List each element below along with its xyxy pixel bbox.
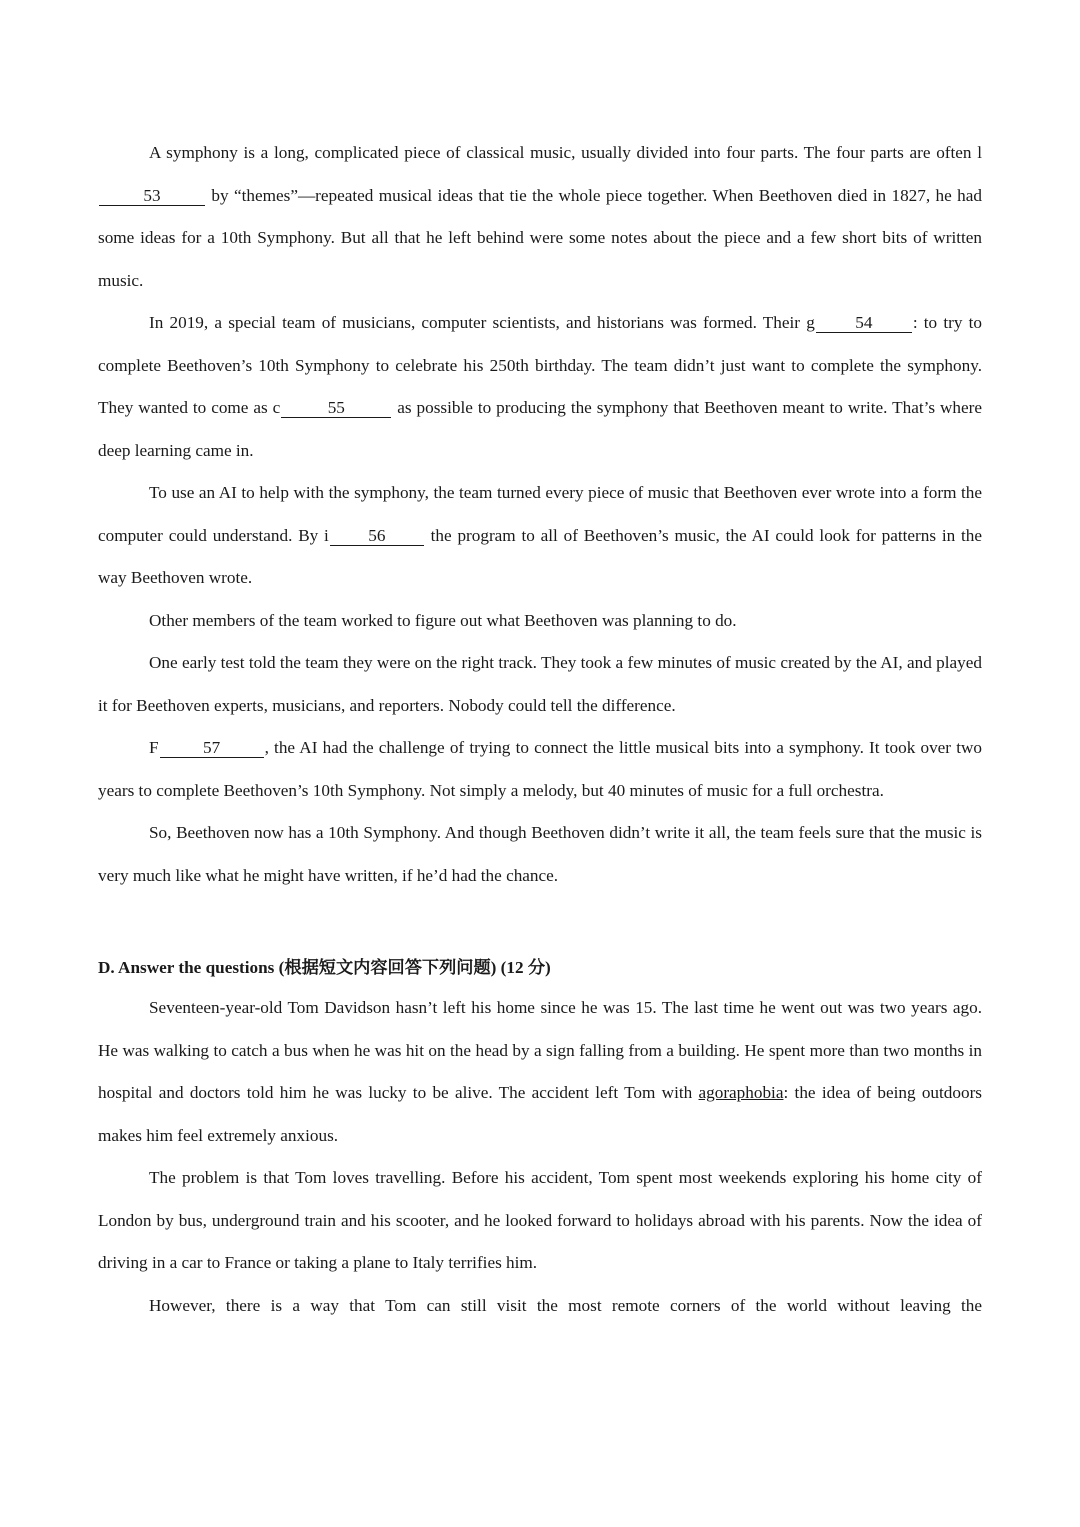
- passage-paragraph: [98, 132, 982, 302]
- answer-blank-55: 55: [281, 399, 391, 418]
- underlined-term: agoraphobia: [698, 1083, 784, 1102]
- answer-blank-57: 57: [160, 739, 264, 758]
- passage-paragraph: [98, 727, 982, 812]
- paragraph-text: : the idea of being outdoors makes him feel extremely anxious.: [98, 1083, 982, 1145]
- paragraph-text: In 2019, a special team of musicians, computer scientists, and historians was formed. Their g: [149, 313, 815, 332]
- passage-paragraph: [98, 987, 982, 1157]
- paragraph-text: by “themes”—repeated musical ideas that tie the whole piece together. When Beethoven died in 1827, he had some ideas for a 10th Symphony. But all that he left behind were some notes about the piece and a few short bits of written music.: [98, 185, 982, 290]
- paragraph-text: A symphony is a long, complicated piece of classical music, usually divided into four parts. The four parts are often l: [149, 143, 982, 162]
- section-heading: D. Answer the questions (根据短文内容回答下列问题) (12 分): [98, 958, 551, 977]
- paragraph-text: as possible to producing the symphony that Beethoven meant to write. That’s where deep learning came in.: [98, 398, 983, 460]
- answer-blank-54: 54: [816, 314, 912, 333]
- paragraph-text: Seventeen-year-old Tom Davidson hasn’t left his home since he was 15. The last time he went out was two years ago. He was walking to catch a bus when he was hit on the head by a sign falling from a building. He spent more than two months in hospital and doctors told him he was lucky to be alive. The accident left Tom with: [98, 998, 982, 1102]
- passage-paragraph: However, there is a way that Tom can still visit the most remote corners of the world without leaving the: [149, 1295, 982, 1315]
- passage-paragraph: [98, 472, 982, 600]
- paragraph-text: , the AI had the challenge of trying to connect the little musical bits into a symphony. It took over two years to complete Beethoven’s 10th Symphony. Not simply a melody, but 40 minutes of music for a full orchestra.: [98, 738, 982, 800]
- passage-paragraph: [98, 302, 982, 472]
- passage-paragraph: One early test told the team they were on the right track. They took a few minutes of music created by the AI, and played it for Beethoven experts, musicians, and reporters. Nobody could tell the difference.: [98, 653, 982, 715]
- passage-paragraph: So, Beethoven now has a 10th Symphony. And though Beethoven didn’t write it all, the team feels sure that the music is very much like what he might have written, if he’d had the chance.: [98, 823, 982, 885]
- passage-paragraph: Other members of the team worked to figure out what Beethoven was planning to do.: [149, 610, 737, 630]
- paragraph-text: : to try to complete Beethoven’s 10th Symphony to celebrate his 250th birthday. The team didn’t just want to complete the symphony. They wanted to come as c: [98, 313, 982, 417]
- paragraph-text: the program to all of Beethoven’s music, the AI could look for patterns in the way Beethoven wrote.: [98, 525, 982, 587]
- answer-blank-53: 53: [99, 187, 205, 206]
- paragraph-text: F: [149, 738, 159, 757]
- answer-blank-56: 56: [330, 527, 424, 546]
- paragraph-text: To use an AI to help with the symphony, the team turned every piece of music that Beethoven ever wrote into a form the computer could understand. By i: [98, 483, 982, 545]
- document-page: [98, 132, 982, 1327]
- passage-paragraph: The problem is that Tom loves travelling. Before his accident, Tom spent most weekends exploring his home city of London by bus, underground train and his scooter, and he looked forward to holidays abroad with his parents. Now the idea of driving in a car to France or taking a plane to Italy terrifies him.: [98, 1168, 982, 1272]
